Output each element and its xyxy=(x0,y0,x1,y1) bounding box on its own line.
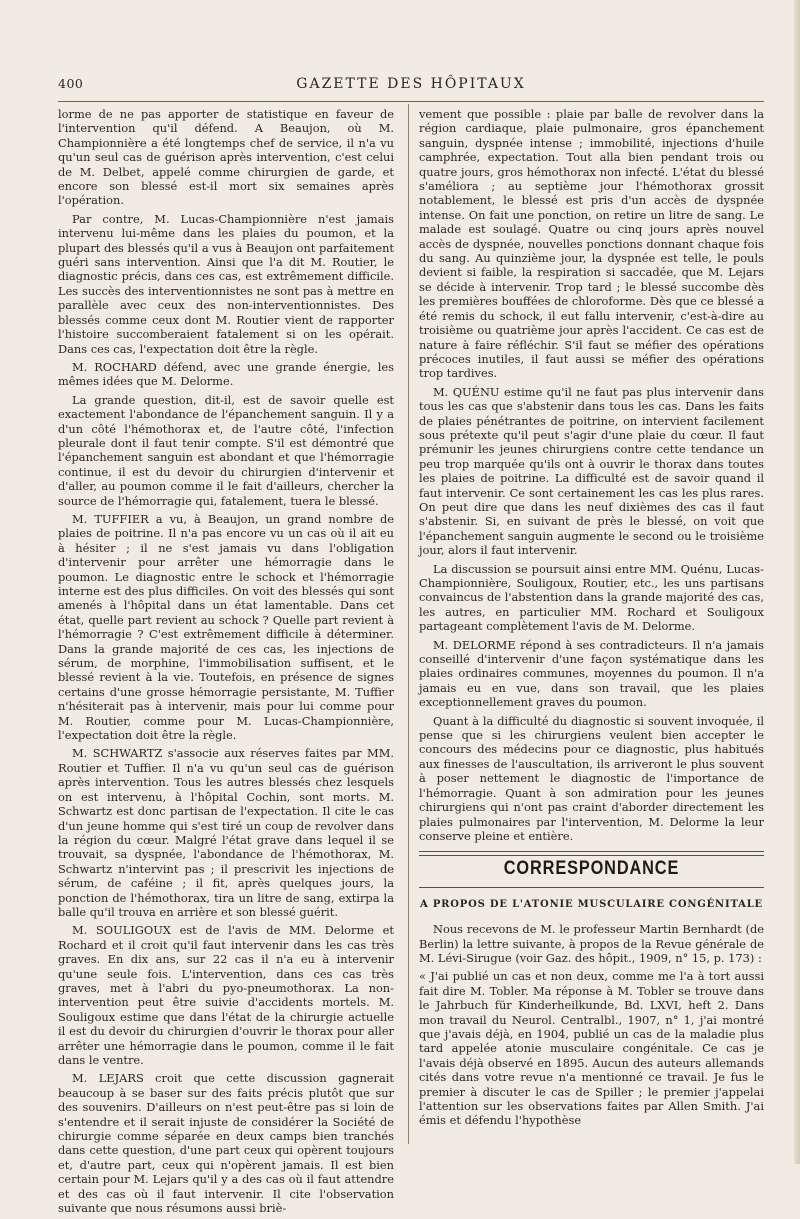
running-title: GAZETTE DES HÔPITAUX xyxy=(296,76,526,92)
page-header xyxy=(58,76,764,98)
left-column xyxy=(58,107,394,1219)
paragraph: Par contre, M. Lucas-Championnière n'est jamais intervenu lui-même dans les plaies du poumon, et la plupart des blessés qu'il a vus à Beaujon ont parfaitement guéri sans intervention. Ainsi que l'a dit M. Routier, le diagnostic précis, dans ces cas, est extrêmement difficile. Les succès des interventionnistes ne sont pas à mettre en parallèle avec ceux des non-interventionnistes. Des blessés comme ceux dont M. Routier vient de rapporter l'histoire succomberaient fatalement si on les opérait. Dans ces cas, l'expectation doit être la règle. xyxy=(58,211,394,356)
column-divider xyxy=(408,104,409,1144)
section-divider xyxy=(419,851,764,856)
right-column xyxy=(419,107,764,1132)
paragraph: vement que possible : plaie par balle de revolver dans la région cardiaque, plaie pulmonaire, gros épanchement sanguin, dyspnée intense ; immobilité, injections d'huile camphrée, expectation. Tout alla bien pendant trois ou quatre jours, gros hémothorax non infecté. L'état du blessé s'améliora ; au septième jour l'hémothorax grossit notablement, le blessé est pris d'un accès de dyspnée intense. On fait une ponction, on retire un litre de sang. Le malade est soulagé. Quatre ou cinq jours après nouvel accès de dyspnée, nouvelles ponctions donnant chaque fois du sang. Au quinzième jour, la dyspnée est telle, le pouls devient si faible, la respiration si saccadée, que M. Lejars se décide à intervenir. Trop tard ; le blessé succombe dès les premières bouffées de chloroforme. Dès que ce blessé a été remis du schock, il eut fallu intervenir, c'est-à-dire au troisième ou quatrième jour après l'accident. Ce cas est de nature à faire réfléchir. S'il faut se méfier des opérations précoces inutiles, il faut aussi se méfier des opérations trop tardives. xyxy=(419,107,764,381)
paragraph: M. ROCHARD défend, avec une grande énergie, les mêmes idées que M. Delorme. xyxy=(58,359,394,389)
letter-quote xyxy=(419,969,764,1127)
paragraph: M. SCHWARTZ s'associe aux réserves faites par MM. Routier et Tuffier. Il n'a vu qu'un seul cas de guérison après intervention. Tous les autres blessés chez lesquels on est intervenu, à l'hôpital Cochin, sont morts. M. Schwartz est donc partisan de l'expectation. Il cite le cas d'un jeune homme qui s'est tiré un coup de revolver dans la région du cœur. Malgré l'état grave dans lequel il se trouvait, sa dyspnée, l'abondance de l'hémothorax, M. Schwartz n'intervint pas ; il prescrivit les injections de sérum, de caféine ; il fit, après quelques jours, la ponction de l'hémothorax, tira un litre de sang, extirpa la balle qu'il trouva en arrière et son blessé guérit. xyxy=(58,746,394,919)
article-subtitle: A PROPOS DE L'ATONIE MUSCULAIRE CONGÉNITALE xyxy=(420,898,763,910)
paragraph: Nous recevons de M. le professeur Martin Bernhardt (de Berlin) la lettre suivante, à propos de la Revue générale de M. Lévi-Sirugue (voir Gaz. des hôpit., 1909, n° 15, p. 173) : xyxy=(419,922,764,965)
paragraph: M. TUFFIER a vu, à Beaujon, un grand nombre de plaies de poitrine. Il n'a pas encore vu un cas où il ait eu à hésiter ; il ne s'est jamais vu dans l'obligation d'intervenir pour arrêter une hémorragie dans le poumon. Le diagnostic entre le schock et l'hémorragie interne est des plus difficiles. On voit des blessés qui sont amenés à l'hôpital dans un état lamentable. Dans cet état, quelle part revient au schock ? Quelle part revient à l'hémorragie ? C'est extrêmement difficile à déterminer. Dans la grande majorité de ces cas, les injections de sérum, de morphine, l'immobilisation suffisent, et le blessé revient à la vie. Toutefois, en présence de signes certains d'une grosse hémorragie persistante, M. Tuffier n'hésiterait pas à intervenir, mais pour lui comme pour M. Routier, comme pour M. Lucas-Championnière, l'expectation doit être la règle. xyxy=(58,511,394,743)
paragraph: La discussion se poursuit ainsi entre MM. Quénu, Lucas-Championnière, Souligoux, Routier, etc., les uns partisans convaincus de l'abstention dans la grande majorité des cas, les autres, en particulier MM. Rochard et Souligoux partageant complètement l'avis de M. Delorme. xyxy=(419,561,764,634)
paragraph: La grande question, dit-il, est de savoir quelle est exactement l'abondance de l'épanchement sanguin. Il y a d'un côté l'hémothorax et, de l'autre côté, l'infection pleurale dont il faut tenir compte. S'il est démontré que l'épanchement sanguin est abondant et que l'hémorragie continue, il est du devoir du chirurgien d'intervenir et d'aller, au poumon comme il le fait d'ailleurs, chercher la source de l'hémorragie qui, fatalement, tuera le blessé. xyxy=(58,392,394,508)
paragraph: M. DELORME répond à ses contradicteurs. Il n'a jamais conseillé d'intervenir d'une façon systématique dans les plaies ordinaires communes, moyennes du poumon. Il n'a jamais eu en vue, dans son travail, que les plaies exceptionnellement graves du poumon. xyxy=(419,637,764,710)
page-number: 400 xyxy=(58,76,84,91)
paragraph: lorme de ne pas apporter de statistique en faveur de l'intervention qu'il défend. A Beaujon, où M. Championnière a été longtemps chef de service, il n'a vu qu'un seul cas de guérison après intervention, c'est celui de M. Delbet, appelé comme chirurgien de garde, et encore son blessé est-il mort six semaines après l'opération. xyxy=(58,107,394,208)
page-edge xyxy=(794,0,800,1164)
paragraph: M. QUÉNU estime qu'il ne faut pas plus intervenir dans tous les cas que s'abstenir dans tous les cas. Dans les faits de plaies pénétrantes de poitrine, on intervient facilement sous prétexte qu'il peut s'agir d'une plaie du cœur. Il faut prémunir les jeunes chirurgiens contre cette tendance un peu trop marquée qu'ils ont à ouvrir le thorax dans toutes les plaies de poitrine. La difficulté est de savoir quand il faut intervenir. Ce sont certainement les cas les plus rares. On peut dire que dans les neuf dixièmes des cas il faut s'abstenir. Si, en suivant de près le blessé, on voit que l'épanchement sanguin augmente le second ou le troisième jour, alors il faut intervenir. xyxy=(419,384,764,558)
header-rule xyxy=(58,101,764,102)
paragraph: Quant à la difficulté du diagnostic si souvent invoquée, il pense que si les chirurgiens veulent bien accepter le concours des médecins pour ce diagnostic, plus habitués aux finesses de l'auscultation, ils arriveront le plus souvent à poser nettement le diagnostic de l'importance de l'hémorragie. Quant à son admiration pour les jeunes chirurgiens qui n'ont pas craint d'aborder directement les plaies pulmonaires par l'intervention, M. Delorme la leur conserve pleine et entière. xyxy=(419,713,764,843)
section-title: CORRESPONDANCE xyxy=(503,858,680,880)
paragraph: « J'ai publié un cas et non deux, comme me l'a à tort aussi fait dire M. Tobler. Ma réponse à M. Tobler se trouve dans le Jahrbuch für Kinderheilkunde, Bd. LXVI, heft 2. Dans mon travail du Neurol. Centralbl., 1907, n° 1, j'ai montré que j'avais déjà, en 1904, publié un cas de la maladie plus tard appelée atonie musculaire congénitale. Ce cas je l'avais déjà observé en 1895. Aucun des auteurs allemands cités dans votre revue n'a mentionné ce travail. Je fus le premier à discuter le cas de Spiller ; le premier j'appelai l'attention sur les observations faites par Allen Smith. J'ai émis et défendu l'hypothèse xyxy=(419,969,764,1128)
paragraph: M. SOULIGOUX est de l'avis de MM. Delorme et Rochard et il croit qu'il faut intervenir dans les cas très graves. En dix ans, sur 22 cas il n'a eu à intervenir qu'une seule fois. L'intervention, dans ces cas très graves, met à l'abri du pyo-pneumothorax. La non-intervention peut être suivie d'accidents mortels. M. Souligoux estime que dans l'état de la chirurgie actuelle il est du devoir du chirurgien d'ouvrir le thorax pour aller arrêter une hémorragie dans le poumon, comme il le fait dans le ventre. xyxy=(58,923,394,1067)
section-title-rule xyxy=(419,887,764,888)
paragraph: M. LEJARS croit que cette discussion gagnerait beaucoup à se baser sur des faits précis plutôt que sur des souvenirs. D'ailleurs on n'est peut-être pas si loin de s'entendre et il serait injuste de considérer la Société de chirurgie comme séparée en deux camps bien tranchés dans cette question, d'une part ceux qui opèrent toujours et, d'autre part, ceux qui n'opèrent jamais. Il est bien certain pour M. Lejars qu'il y a des cas où il faut attendre et des cas où il faut intervenir. Il cite l'observation suivante que nous résumons aussi briè- xyxy=(58,1071,394,1216)
